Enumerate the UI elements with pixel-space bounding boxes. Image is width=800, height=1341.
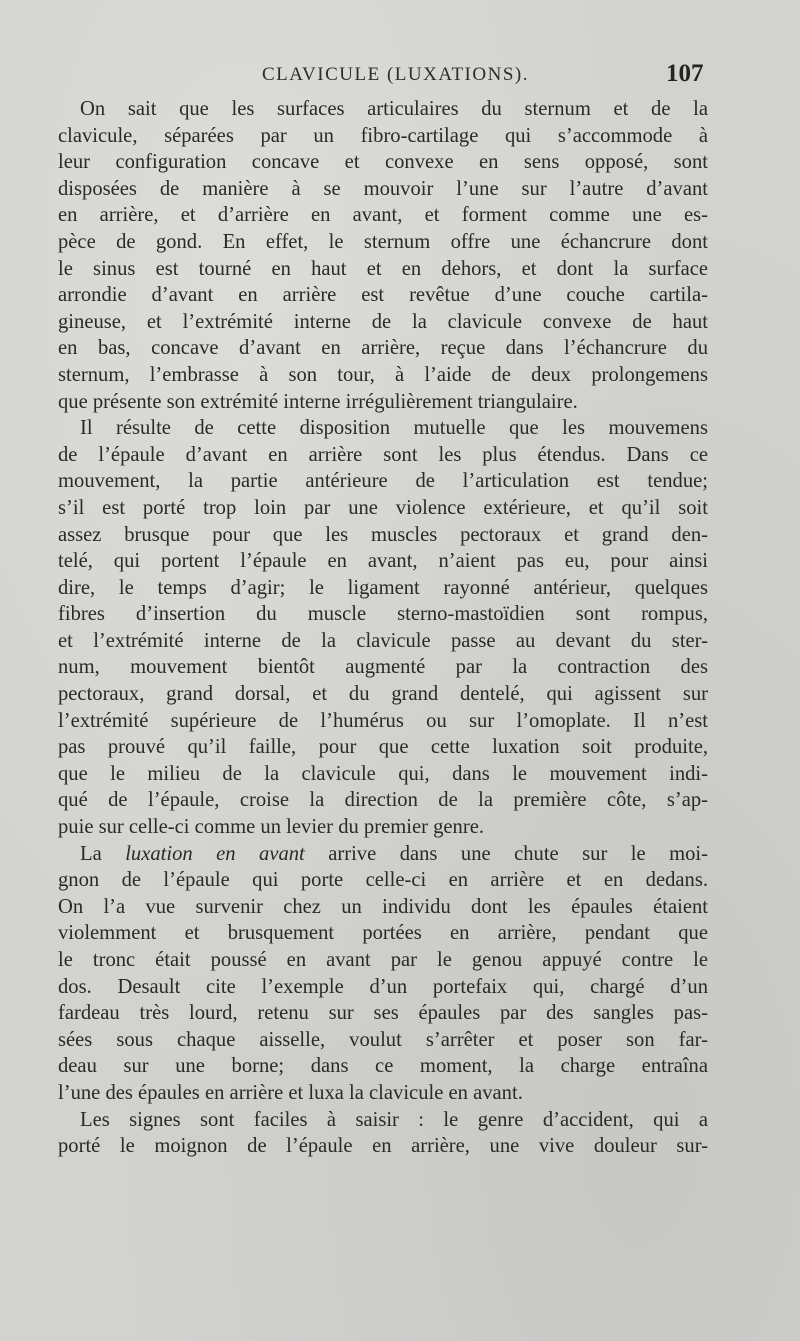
text-line: disposées de manière à se mouvoir l’une sur l’autre d’avant (58, 177, 708, 200)
text-line: le sinus est tourné en haut et en dehors, et dont la surface (58, 257, 708, 280)
text-line: l’extrémité supérieure de l’humérus ou sur l’omoplate. Il n’est (58, 709, 708, 732)
text-run: La (80, 842, 102, 865)
text-line: arrondie d’avant en arrière est revêtue d’une couche cartila- (58, 284, 708, 307)
italic-phrase: luxation en avant (125, 842, 305, 865)
text-line: en bas, concave d’avant en arrière, reçue dans l’échancrure du (58, 337, 708, 360)
text-line: Les signes sont faciles à saisir : le genre d’accident, qui a (80, 1108, 708, 1131)
text-line: assez brusque pour que les muscles pectoraux et grand den- (58, 523, 708, 546)
page-number: 107 (666, 60, 704, 87)
text-line: leur configuration concave et convexe en sens opposé, sont (58, 151, 708, 174)
text-line: violemment et brusquement portées en arrière, pendant que (58, 922, 708, 945)
text-line: de l’épaule d’avant en arrière sont les plus étendus. Dans ce (58, 443, 708, 466)
text-line: dire, le temps d’agir; le ligament rayonné antérieur, quelques (58, 576, 708, 599)
text-line (58, 841, 708, 868)
text-line: gnon de l’épaule qui porte celle-ci en arrière et en dedans. (58, 869, 708, 892)
text-line: deau sur une borne; dans ce moment, la charge entraîna (58, 1055, 708, 1078)
text-line: que présente son extrémité interne irrégulièrement triangulaire. (58, 390, 578, 413)
text-line: fibres d’insertion du muscle sterno-mastoïdien sont rompus, (58, 603, 708, 626)
text-run: arrive dans une chute sur le moi- (328, 842, 708, 865)
text-line: le tronc était poussé en avant par le genou appuyé contre le (58, 949, 708, 971)
text-line: fardeau très lourd, retenu sur ses épaules par des sangles pas- (58, 1002, 708, 1025)
body-text (58, 96, 708, 1160)
text-line: porté le moignon de l’épaule en arrière, une vive douleur sur- (58, 1135, 708, 1158)
text-line: pectoraux, grand dorsal, et du grand dentelé, qui agissent sur (58, 683, 708, 706)
text-line: sternum, l’embrasse à son tour, à l’aide de deux prolongemens (58, 363, 708, 386)
text-line: pèce de gond. En effet, le sternum offre une échancrure dont (58, 230, 708, 253)
text-line: clavicule, séparées par un fibro-cartilage qui s’accommode à (58, 124, 708, 147)
text-line: gineuse, et l’extrémité interne de la clavicule convexe de haut (58, 310, 708, 333)
text-line: et l’extrémité interne de la clavicule passe au devant du ster- (58, 629, 708, 652)
text-line: que le milieu de la clavicule qui, dans le mouvement indi- (58, 762, 708, 785)
text-line: dos. Desault cite l’exemple d’un portefaix qui, chargé d’un (58, 975, 708, 998)
text-line: qué de l’épaule, croise la direction de la première côte, s’ap- (58, 789, 708, 812)
text-line: num, mouvement bientôt augmenté par la contraction des (58, 656, 708, 679)
text-line: On l’a vue survenir chez un individu dont les épaules étaient (58, 895, 708, 918)
text-line: s’il est porté trop loin par une violence extérieure, et qu’il soit (58, 496, 708, 519)
text-line: pas prouvé qu’il faille, pour que cette luxation soit produite, (58, 736, 708, 759)
page-header (0, 60, 800, 90)
running-head: CLAVICULE (LUXATIONS). (262, 64, 529, 85)
text-line: sées sous chaque aisselle, voulut s’arrêter et poser son far- (58, 1028, 708, 1051)
text-line: puie sur celle-ci comme un levier du premier genre. (58, 816, 484, 839)
text-line: telé, qui portent l’épaule en avant, n’aient pas eu, pour ainsi (58, 550, 708, 573)
text-line: en arrière, et d’arrière en avant, et forment comme une es- (58, 204, 708, 227)
text-line: mouvement, la partie antérieure de l’articulation est tendue; (58, 470, 708, 493)
text-line: Il résulte de cette disposition mutuelle que les mouvemens (80, 417, 708, 440)
text-line: l’une des épaules en arrière et luxa la clavicule en avant. (58, 1081, 523, 1104)
text-line: On sait que les surfaces articulaires du sternum et de la (80, 98, 708, 120)
